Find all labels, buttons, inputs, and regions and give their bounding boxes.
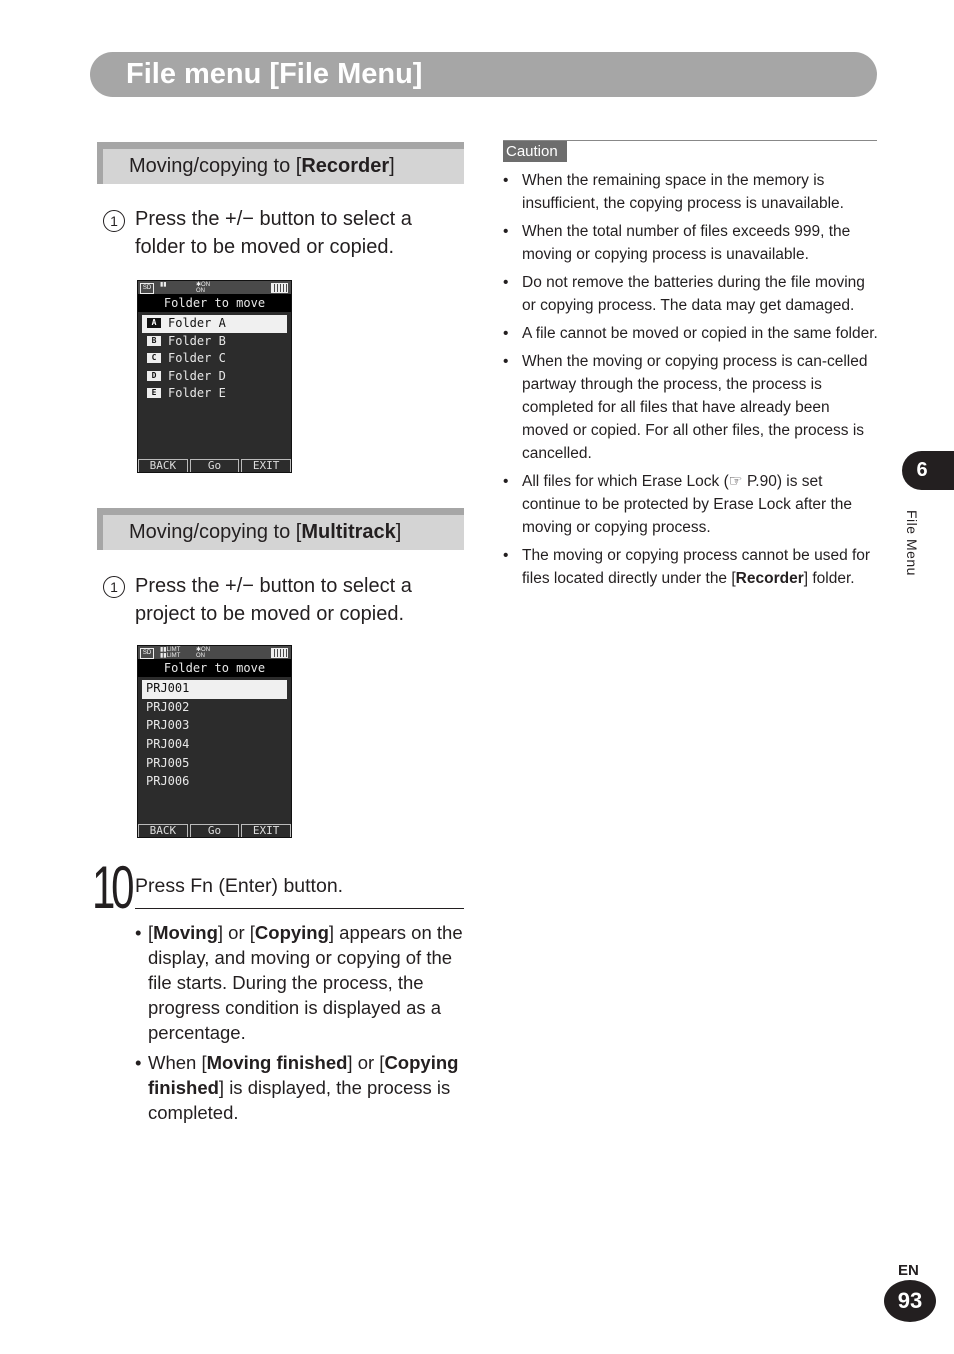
- device-screen-recorder: [137, 280, 292, 473]
- bullet-text: ] or [: [217, 922, 255, 943]
- caution-list: [503, 169, 879, 595]
- list-item-label: Folder A: [168, 316, 226, 330]
- caution-item: • Do not remove the batteries during the file moving or copying process. The data may get damaged.: [503, 271, 879, 317]
- list-item: PRJ004: [146, 737, 190, 752]
- screen-footer: [138, 824, 291, 837]
- heading-text: Moving/copying to [: [129, 155, 302, 177]
- heading-text: ]: [389, 155, 395, 177]
- bullet-bold: Copying finished: [148, 1052, 459, 1098]
- page-title: File menu [File Menu]: [126, 58, 423, 90]
- list-item: [142, 368, 287, 386]
- step-line: project to be moved or copied.: [135, 603, 405, 625]
- indicator-icon: ✱ON ON: [196, 647, 211, 659]
- caution-label: Caution: [503, 141, 567, 162]
- step-number: 1: [103, 210, 125, 232]
- caution-text: ] folder.: [803, 570, 855, 587]
- list-item-label: Folder D: [168, 368, 226, 383]
- list-item-label: Folder B: [168, 333, 226, 348]
- list-item: [142, 350, 287, 368]
- list-item: [142, 315, 287, 333]
- bullet-text: When [: [148, 1052, 207, 1073]
- list-item: PRJ005: [146, 755, 190, 770]
- bullet-text: ] appears on the display, and moving or copying of the file starts. During the process, the progress condition is displayed as a percentage.: [148, 922, 463, 1043]
- list-item: PRJ003: [146, 718, 190, 733]
- folder-list: [142, 315, 287, 403]
- list-item: • [Moving] or [Copying] appears on the display, and moving or copying of the file starts. During the process, the progress condition is displayed as a percentage.: [135, 922, 463, 1043]
- section-heading-recorder: [97, 142, 464, 184]
- battery-icon: [271, 648, 288, 658]
- exit-softkey: EXIT: [241, 459, 291, 472]
- list-item-label: Folder E: [168, 386, 226, 401]
- caution-item: • All files for which Erase Lock (☞ P.90) is set continue to be protected by Erase Lock after the moving or copying process.: [503, 470, 879, 539]
- heading-text: Moving/copying to [: [129, 521, 302, 543]
- back-softkey: BACK: [138, 824, 188, 837]
- list-item-label: Folder C: [168, 351, 226, 366]
- chapter-number: 6: [916, 459, 928, 481]
- sd-card-icon: SD: [140, 648, 154, 659]
- step-instruction: [135, 205, 412, 261]
- caution-item: • A file cannot be moved or copied in the same folder.: [503, 322, 879, 345]
- folder-icon: A: [147, 318, 161, 328]
- indicator-icon: ▮▮: [160, 282, 167, 288]
- bullet-bold: Moving: [153, 922, 218, 943]
- caution-item: • When the total number of files exceeds 999, the moving or copying process is unavailable.: [503, 220, 879, 266]
- step-line: Press the +/− button to select a: [135, 575, 412, 597]
- step-number-large: 10: [92, 854, 131, 921]
- list-item: PRJ002: [146, 699, 190, 714]
- exit-softkey: EXIT: [241, 824, 291, 837]
- caution-text: The moving or copying process cannot be used for files located directly under the [: [522, 547, 871, 587]
- indicator-icon: ▮▮LIMT ▮▮LIMT: [160, 647, 181, 659]
- list-item: PRJ006: [146, 774, 190, 789]
- caution-item: • When the moving or copying process is can-celled partway through the process, the process is completed for all files that have already been moved or copied. For all other files, the process is cancelled.: [503, 350, 879, 465]
- list-item: • When [Moving finished] or [Copying finished] is displayed, the process is completed.: [135, 1052, 459, 1123]
- step-title: Press Fn (Enter) button.: [135, 875, 344, 897]
- step-line: folder to be moved or copied.: [135, 236, 395, 258]
- device-screen-multitrack: [137, 645, 292, 838]
- caution-bold: Recorder: [735, 570, 804, 587]
- go-softkey: Go: [190, 824, 240, 837]
- back-softkey: BACK: [138, 459, 188, 472]
- bullet-text: ] or [: [347, 1052, 385, 1073]
- folder-icon: B: [147, 336, 161, 346]
- screen-title: Folder to move: [138, 659, 291, 677]
- list-item: [142, 385, 287, 403]
- folder-icon: C: [147, 353, 161, 363]
- caution-item: • When the remaining space in the memory is insufficient, the copying process is unavailable.: [503, 169, 879, 215]
- step-number: 1: [103, 576, 125, 598]
- bullet-text: ] is displayed, the process is completed.: [148, 1077, 451, 1123]
- folder-icon: E: [147, 388, 161, 398]
- heading-bold: Multitrack: [301, 521, 396, 543]
- bullet-bold: Copying: [254, 922, 329, 943]
- language-label: EN: [898, 1262, 919, 1279]
- bullet-text: [: [148, 922, 154, 943]
- divider: [135, 908, 464, 909]
- indicator-icon: ✱ON ON: [196, 282, 211, 294]
- heading-bold: Recorder: [301, 155, 390, 177]
- screen-title: Folder to move: [138, 294, 291, 312]
- page-number: 93: [897, 1288, 923, 1313]
- sd-card-icon: SD: [140, 283, 154, 294]
- project-list: [142, 680, 287, 792]
- list-item: [142, 333, 287, 351]
- folder-icon: D: [147, 371, 161, 381]
- go-softkey: Go: [190, 459, 240, 472]
- step-line: Press the +/− button to select a: [135, 208, 412, 230]
- screen-status-bar: [138, 646, 291, 659]
- battery-icon: [271, 283, 288, 293]
- caution-item: [503, 544, 879, 590]
- bullet-bold: Moving finished: [206, 1052, 348, 1073]
- chapter-label: File Menu: [904, 510, 920, 576]
- step-instruction: [135, 572, 412, 628]
- list-item: PRJ001: [142, 680, 287, 699]
- heading-text: ]: [395, 521, 402, 543]
- screen-status-bar: [138, 281, 291, 294]
- section-heading-multitrack: [97, 508, 464, 550]
- screen-footer: [138, 459, 291, 472]
